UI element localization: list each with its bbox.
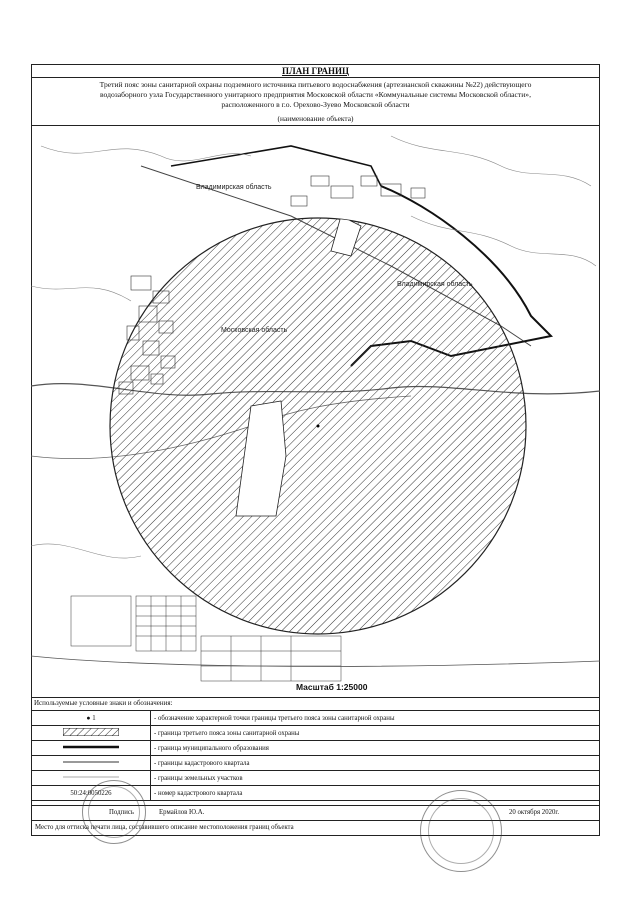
label-moscow-region: Московская область — [221, 327, 288, 334]
legend-row — [32, 711, 600, 726]
stamp-place-text: Место для оттиска печати лица, составившего описание местоположения границ объекта — [35, 824, 294, 831]
legend-text: - обозначение характерной точки границы третьего пояса зоны санитарной охраны — [151, 711, 600, 726]
description-line-1: Третий пояс зоны санитарной охраны подземного источника питьевого водоснабжения (артезианской скважины №22) действующего — [99, 80, 532, 89]
hatch-swatch-icon — [63, 728, 119, 736]
description-line-2: водозаборного узла Государственного унитарного предприятия Московской области «Коммунальные системы Московской области», — [100, 90, 531, 99]
round-stamp-left-inner — [88, 786, 140, 838]
legend-heading: Используемые условные знаки и обозначения: — [34, 699, 173, 707]
label-vladimir-region-1: Владимирская область — [196, 184, 272, 191]
legend-text: - граница третьего пояса зоны санитарной охраны — [151, 726, 600, 741]
object-name-caption: (наименование объекта) — [31, 113, 600, 126]
legend-row — [32, 741, 600, 756]
legend-text: - номер кадастрового квартала — [151, 786, 600, 801]
page-title: ПЛАН ГРАНИЦ — [31, 64, 600, 78]
signature-date: 20 октября 2020г. — [509, 809, 560, 816]
legend-row — [32, 756, 600, 771]
legend-symbol-municipal — [32, 741, 151, 756]
legend-row — [32, 726, 600, 741]
map-svg — [31, 126, 600, 698]
map-scale: Масштаб 1:25000 — [296, 682, 368, 692]
legend-text: - граница муниципального образования — [151, 741, 600, 756]
legend-symbol-land-plots — [32, 771, 151, 786]
description-line-3: расположенного в г.о. Орехово-Зуево Московской области — [221, 100, 410, 109]
signature-caption: Подпись — [109, 809, 134, 816]
settlement-top — [291, 176, 425, 206]
legend-symbol-cadastral-number: 50:24:0050226 — [32, 786, 151, 801]
legend-symbol-cadastral-quarter — [32, 756, 151, 771]
signatory-name: Ермайлов Ю.А. — [159, 809, 205, 816]
label-vladimir-region-2: Владимирская область — [397, 281, 473, 288]
legend-symbol-hatch — [32, 726, 151, 741]
legend-text: - границы кадастрового квартала — [151, 756, 600, 771]
legend-text: - границы земельных участков — [151, 771, 600, 786]
object-description — [40, 80, 591, 110]
municipal-border-2 — [171, 146, 381, 186]
legend-symbol-point: ● 1 — [32, 711, 151, 726]
thick-line-icon — [63, 744, 119, 750]
well-point — [317, 425, 320, 428]
map-area — [31, 126, 600, 698]
thin-line-icon — [63, 759, 119, 765]
round-stamp-right-inner — [428, 798, 494, 864]
